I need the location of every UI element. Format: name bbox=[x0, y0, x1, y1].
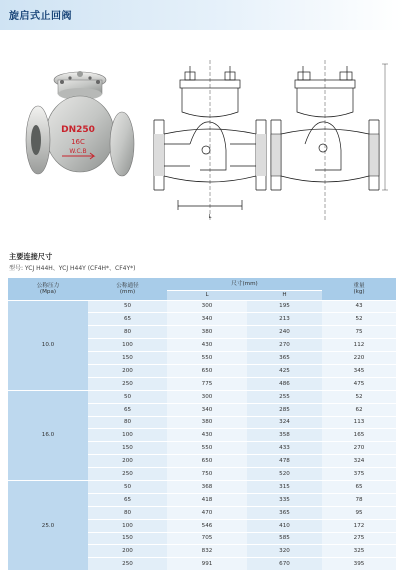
pressure-cell: 16.0 bbox=[8, 390, 88, 480]
table-row: 100 430 270 112 bbox=[8, 339, 396, 352]
header-pressure: 公称压力 (Mpa) bbox=[8, 278, 88, 300]
header-l: L bbox=[167, 290, 247, 300]
header-weight: 重量 (kg) bbox=[322, 278, 396, 300]
section-drawing bbox=[150, 60, 270, 230]
table-row: 16.0 50 300 255 52 bbox=[8, 390, 396, 403]
table-row: 100 430 358 165 bbox=[8, 429, 396, 442]
section-title: 主要连接尺寸 bbox=[9, 252, 53, 261]
table-row: 25.0 50 368 315 65 bbox=[8, 480, 396, 493]
photo-class-label: 16C bbox=[71, 138, 85, 146]
header-h: H bbox=[247, 290, 322, 300]
table-row: 10.0 50 300 195 43 bbox=[8, 300, 396, 313]
table-row: 200 832 320 325 bbox=[8, 545, 396, 558]
title-bar bbox=[0, 0, 404, 30]
table-row: 150 705 585 275 bbox=[8, 532, 396, 545]
table-row: 80 380 324 113 bbox=[8, 416, 396, 429]
table-row: 80 470 365 95 bbox=[8, 506, 396, 519]
photo-dn-label: DN250 bbox=[61, 125, 95, 135]
table-header-row bbox=[8, 278, 396, 290]
outline-drawing bbox=[265, 60, 390, 230]
table-row: 250 991 670 395 bbox=[8, 558, 396, 571]
pressure-cell: 10.0 bbox=[8, 300, 88, 390]
table-row: 65 340 213 52 bbox=[8, 313, 396, 326]
table-row: 250 775 486 475 bbox=[8, 377, 396, 390]
table-row: 80 380 240 75 bbox=[8, 326, 396, 339]
table-row: 200 650 478 324 bbox=[8, 455, 396, 468]
table-row: 100 546 410 172 bbox=[8, 519, 396, 532]
table-row: 150 550 365 220 bbox=[8, 352, 396, 365]
header-dn: 公称通径 (mm) bbox=[88, 278, 167, 300]
table-row: 65 340 285 62 bbox=[8, 403, 396, 416]
table-row: 250 750 520 375 bbox=[8, 468, 396, 481]
table-row: 65 418 335 78 bbox=[8, 493, 396, 506]
photo-material-label: W.C.B bbox=[69, 148, 87, 155]
table-row: 150 550 433 270 bbox=[8, 442, 396, 455]
pressure-cell: 25.0 bbox=[8, 480, 88, 570]
model-line: 型号: YCJ H44H、YCJ H44Y (CF4H*、CF4Y*) bbox=[9, 265, 136, 272]
dimension-table bbox=[8, 278, 396, 571]
page-title: 旋启式止回阀 bbox=[9, 11, 72, 22]
svg-text:L: L bbox=[208, 214, 212, 220]
valve-photo bbox=[18, 52, 138, 192]
table-row: 200 650 425 345 bbox=[8, 364, 396, 377]
header-dims: 尺寸(mm) bbox=[167, 278, 322, 290]
